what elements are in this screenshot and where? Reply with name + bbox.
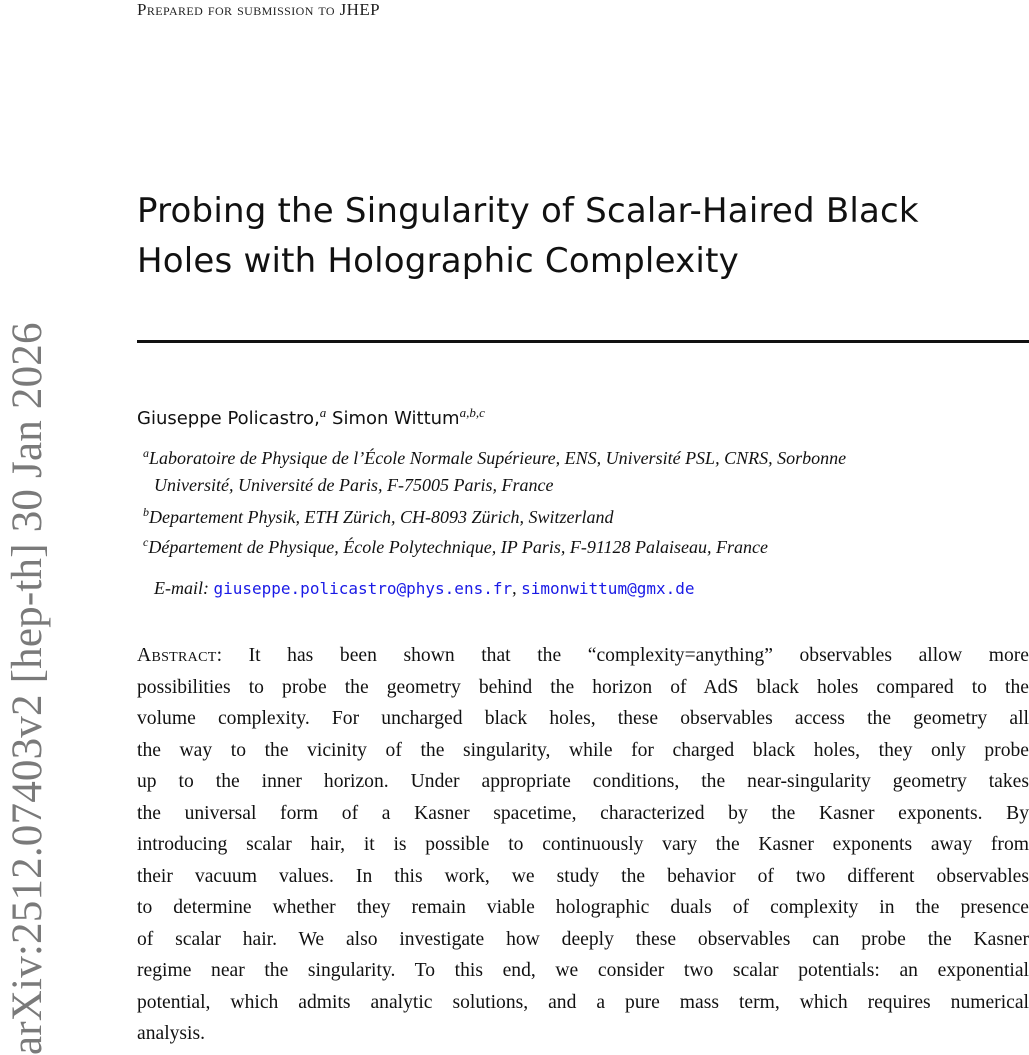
abstract-line: volume complexity. For uncharged black holes, these observables access the geometry all xyxy=(137,708,1029,729)
affiliation-text: Departement Physik, ETH Zürich, CH-8093 Zürich, Switzerland xyxy=(149,507,614,527)
abstract-line: to determine whether they remain viable holographic duals of complexity in the presence xyxy=(137,897,1029,918)
abstract-line: the way to the vicinity of the singularity, while for charged black holes, they only probe xyxy=(137,739,1029,761)
affiliation-mark: a xyxy=(143,446,149,460)
affiliation-c xyxy=(143,535,768,558)
author-affiliation-mark: a,b,c xyxy=(459,405,485,420)
abstract-line: the universal form of a Kasner spacetime, characterized by the Kasner exponents. By xyxy=(137,802,1029,824)
abstract-line: possibilities to probe the geometry behind the horizon of AdS black holes compared to the xyxy=(137,676,1029,698)
abstract-line: regime near the singularity. To this end, we consider two scalar potentials: an exponential xyxy=(137,960,1029,981)
abstract-line: their vacuum values. In this work, we study the behavior of two different observables xyxy=(137,865,1029,887)
paper-title-line-1: Probing the Singularity of Scalar-Haired Black xyxy=(137,191,919,231)
abstract-line: potential, which admits analytic solutions, and a pure mass term, which requires numerical xyxy=(137,991,1029,1013)
author-list xyxy=(137,405,485,429)
email-line xyxy=(154,578,695,599)
affiliation-b xyxy=(143,505,613,528)
author-name: Giuseppe Policastro, xyxy=(137,408,320,429)
affiliation-text: Département de Physique, École Polytechnique, IP Paris, F-91128 Palaiseau, France xyxy=(148,537,768,557)
abstract-line: of scalar hair. We also investigate how deeply these observables can probe the Kasner xyxy=(137,928,1029,950)
title-divider xyxy=(137,340,1029,343)
affiliation-mark: c xyxy=(143,535,149,549)
abstract xyxy=(137,640,1029,1050)
arxiv-identifier-stamp[interactable]: arXiv:2512.07403v2 [hep-th] 30 Jan 2026 xyxy=(4,322,51,1055)
abstract-heading: Abstract xyxy=(137,645,217,666)
email-separator: , xyxy=(512,578,517,598)
author-affiliation-mark: a xyxy=(319,405,327,420)
abstract-line xyxy=(137,640,1029,672)
email-link-wittum[interactable]: simonwittum@gmx.de xyxy=(521,579,695,598)
affiliation-mark: b xyxy=(143,505,149,519)
email-link-policastro[interactable]: giuseppe.policastro@phys.ens.fr xyxy=(213,579,513,598)
abstract-line: introducing scalar hair, it is possible to continuously vary the Kasner exponents away from xyxy=(137,834,1029,855)
abstract-line: analysis. xyxy=(137,1023,206,1044)
abstract-line: up to the inner horizon. Under appropriate conditions, the near-singularity geometry takes xyxy=(137,771,1029,792)
email-label: E-mail: xyxy=(154,578,209,598)
affiliation-a xyxy=(143,446,846,469)
author-name: Simon Wittum xyxy=(332,408,460,429)
affiliation-a-continued: Université, Université de Paris, F-75005 Paris, France xyxy=(154,475,554,495)
journal-prepared-note: Prepared for submission to JHEP xyxy=(137,0,380,19)
abstract-line-text: : It has been shown that the “complexity=anything” observables allow more xyxy=(216,645,1029,666)
affiliation-text: Laboratoire de Physique de l’École Normale Supérieure, ENS, Université PSL, CNRS, Sorbonne xyxy=(149,448,847,468)
paper-title xyxy=(137,186,997,286)
paper-title-line-2: Holes with Holographic Complexity xyxy=(137,241,739,281)
